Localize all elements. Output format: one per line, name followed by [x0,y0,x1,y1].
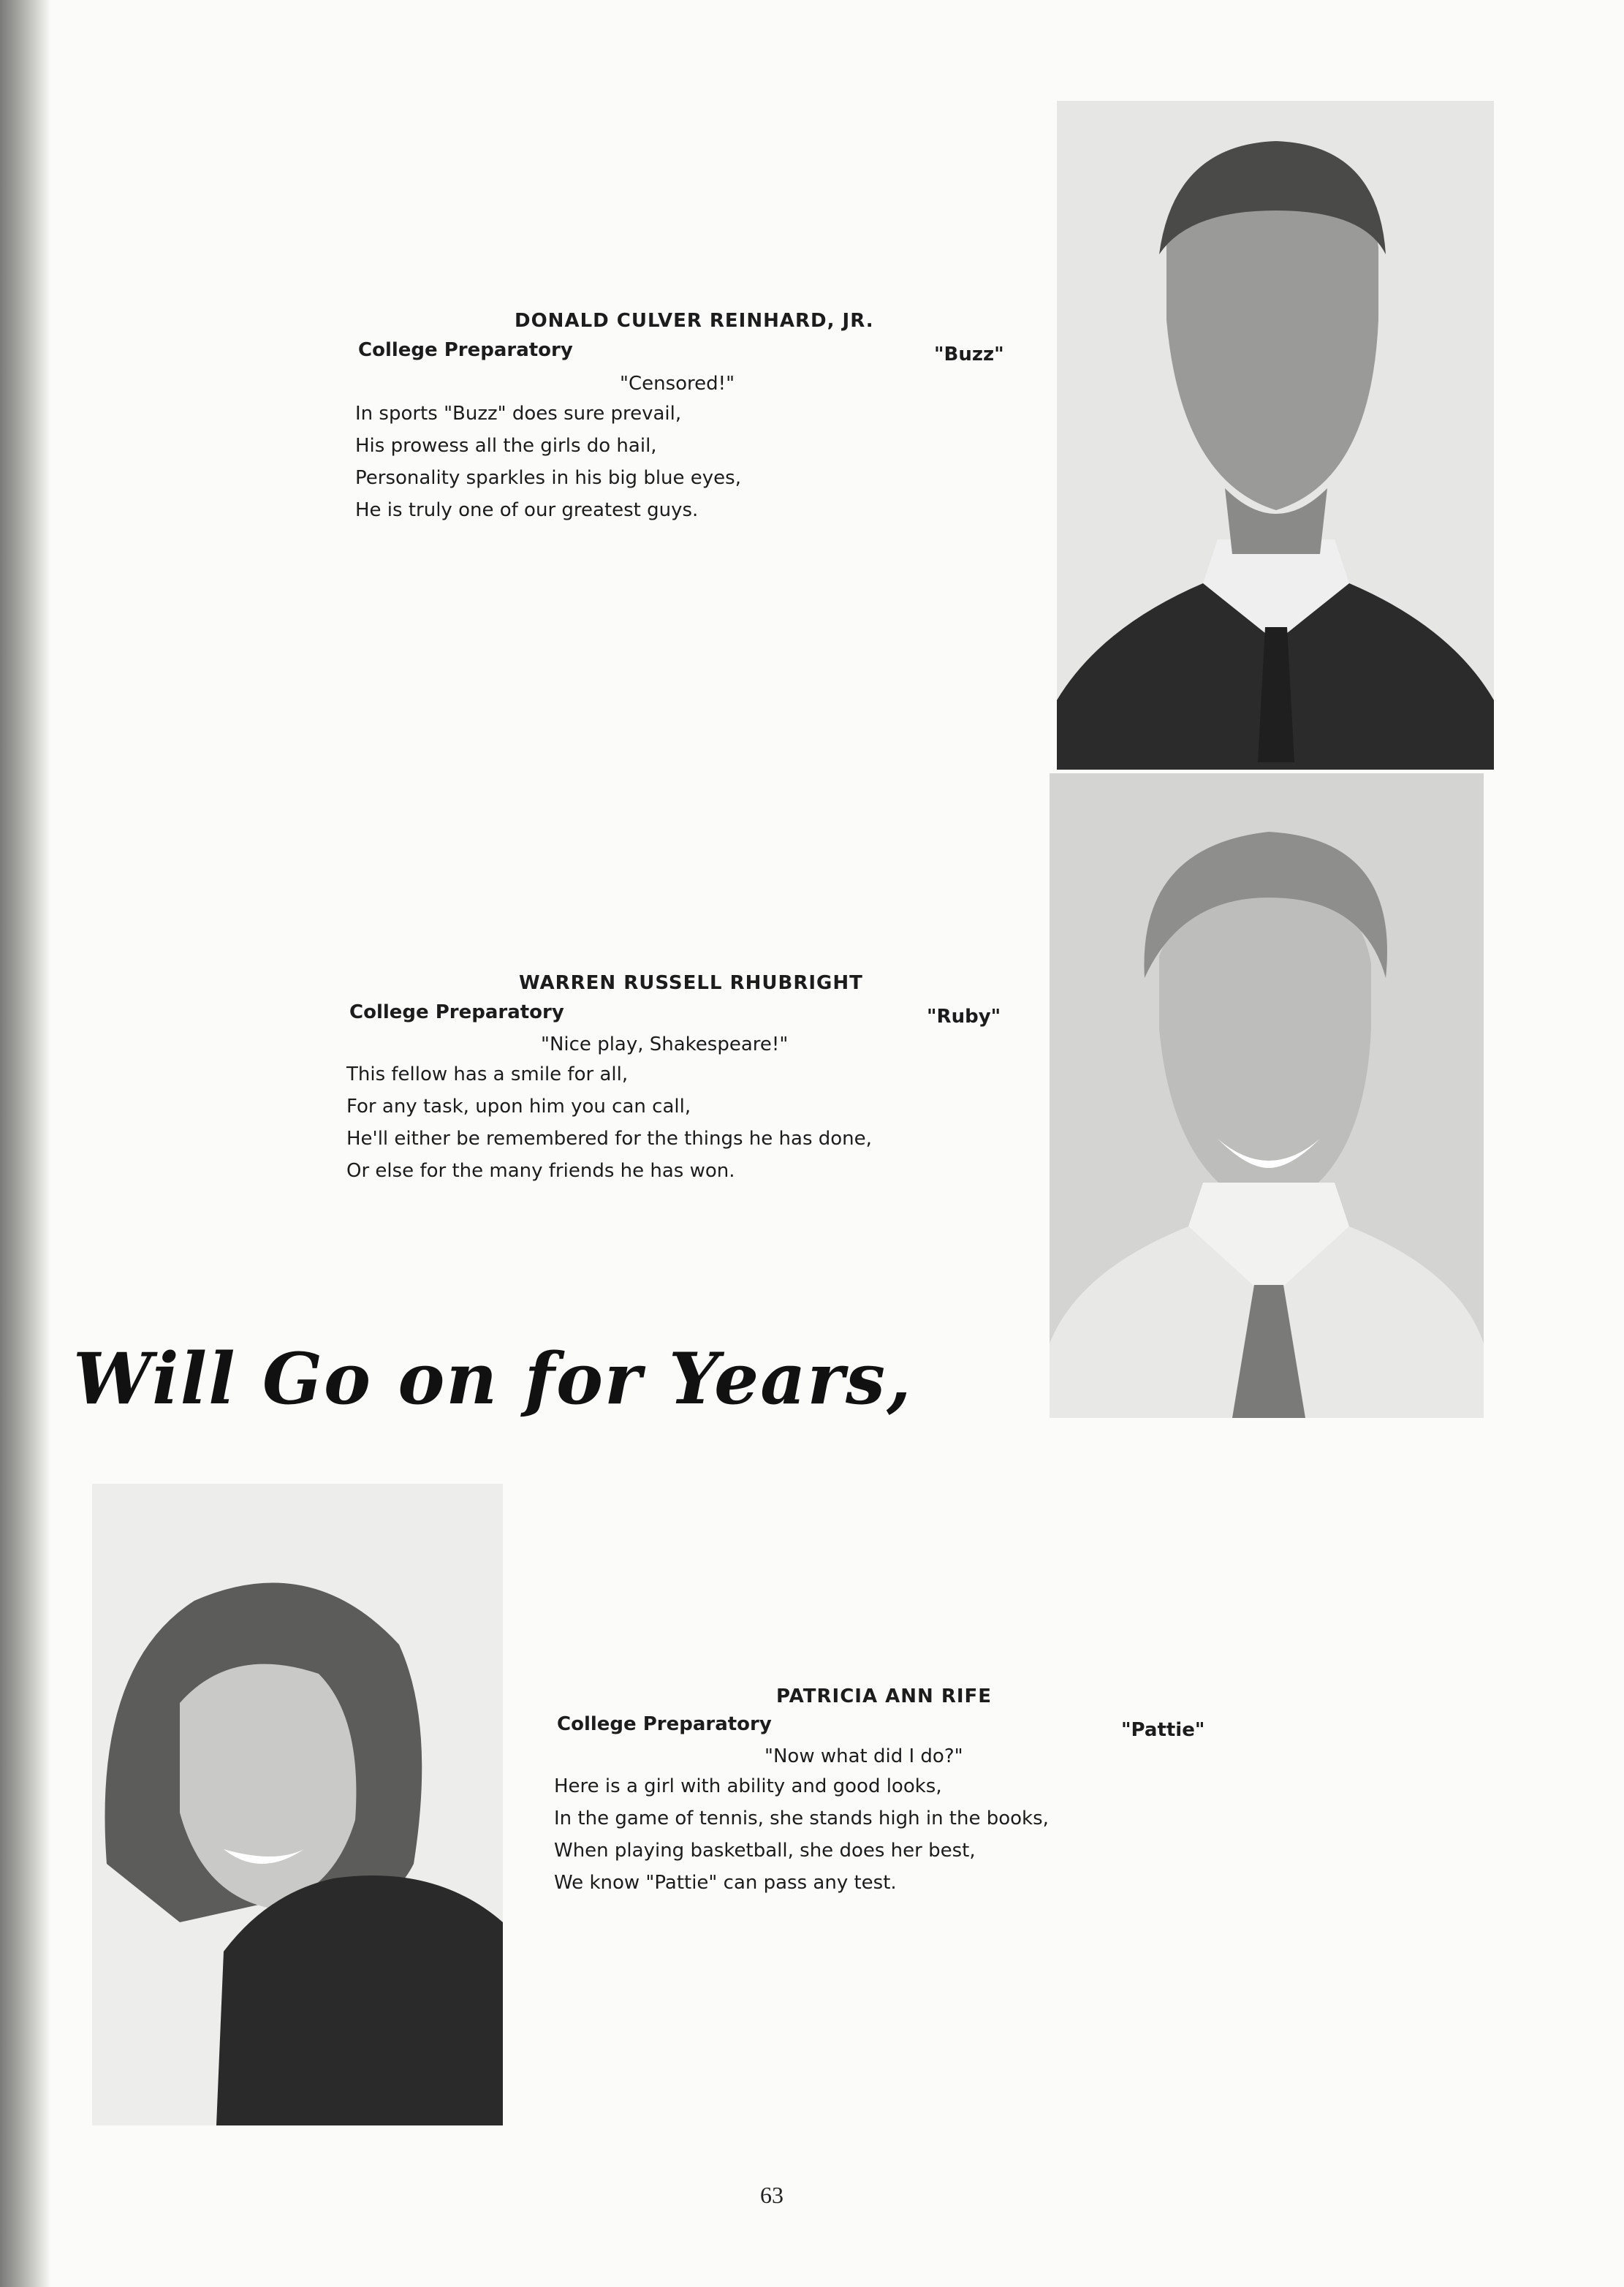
student-name: PATRICIA ANN RIFE [776,1685,993,1707]
student-name: DONALD CULVER REINHARD, JR. [515,310,874,332]
student-portrait-photo [1050,773,1484,1418]
nickname: "Ruby" [927,1006,1001,1028]
student-name: WARREN RUSSELL RHUBRIGHT [519,972,863,994]
poem-line: When playing basketball, she does her best, [554,1840,976,1862]
student-portrait-photo [92,1484,503,2125]
poem-line: In the game of tennis, she stands high in the books, [554,1808,1049,1829]
poem-line: He is truly one of our greatest guys. [355,499,699,521]
student-portrait-photo [1057,101,1494,770]
poem-line: Here is a girl with ability and good looks, [554,1775,942,1797]
motto-quote: "Censored!" [620,373,735,395]
poem-line: Personality sparkles in his big blue eyes, [355,467,741,489]
motto-quote: "Nice play, Shakespeare!" [541,1033,789,1055]
motto-quote: "Now what did I do?" [764,1745,963,1767]
poem-line: For any task, upon him you can call, [346,1096,691,1118]
poem [346,1058,872,1187]
poem-line: His prowess all the girls do hail, [355,435,657,457]
course-label: College Preparatory [349,1001,564,1023]
poem [554,1770,1049,1899]
poem-line: This fellow has a smile for all, [346,1063,629,1085]
poem-line: He'll either be remembered for the things he has done, [346,1128,872,1150]
page-number: 63 [760,2182,783,2208]
poem-line: Or else for the many friends he has won. [346,1160,735,1182]
nickname: "Pattie" [1121,1719,1205,1741]
course-label: College Preparatory [358,339,573,361]
course-label: College Preparatory [557,1713,772,1735]
script-banner-heading: Will Go on for Years, [73,1338,913,1420]
poem-line: We know "Pattie" can pass any test. [554,1872,897,1894]
poem [355,398,741,526]
page-binding-shadow [0,0,51,2287]
poem-line: In sports "Buzz" does sure prevail, [355,403,682,425]
nickname: "Buzz" [934,344,1004,365]
